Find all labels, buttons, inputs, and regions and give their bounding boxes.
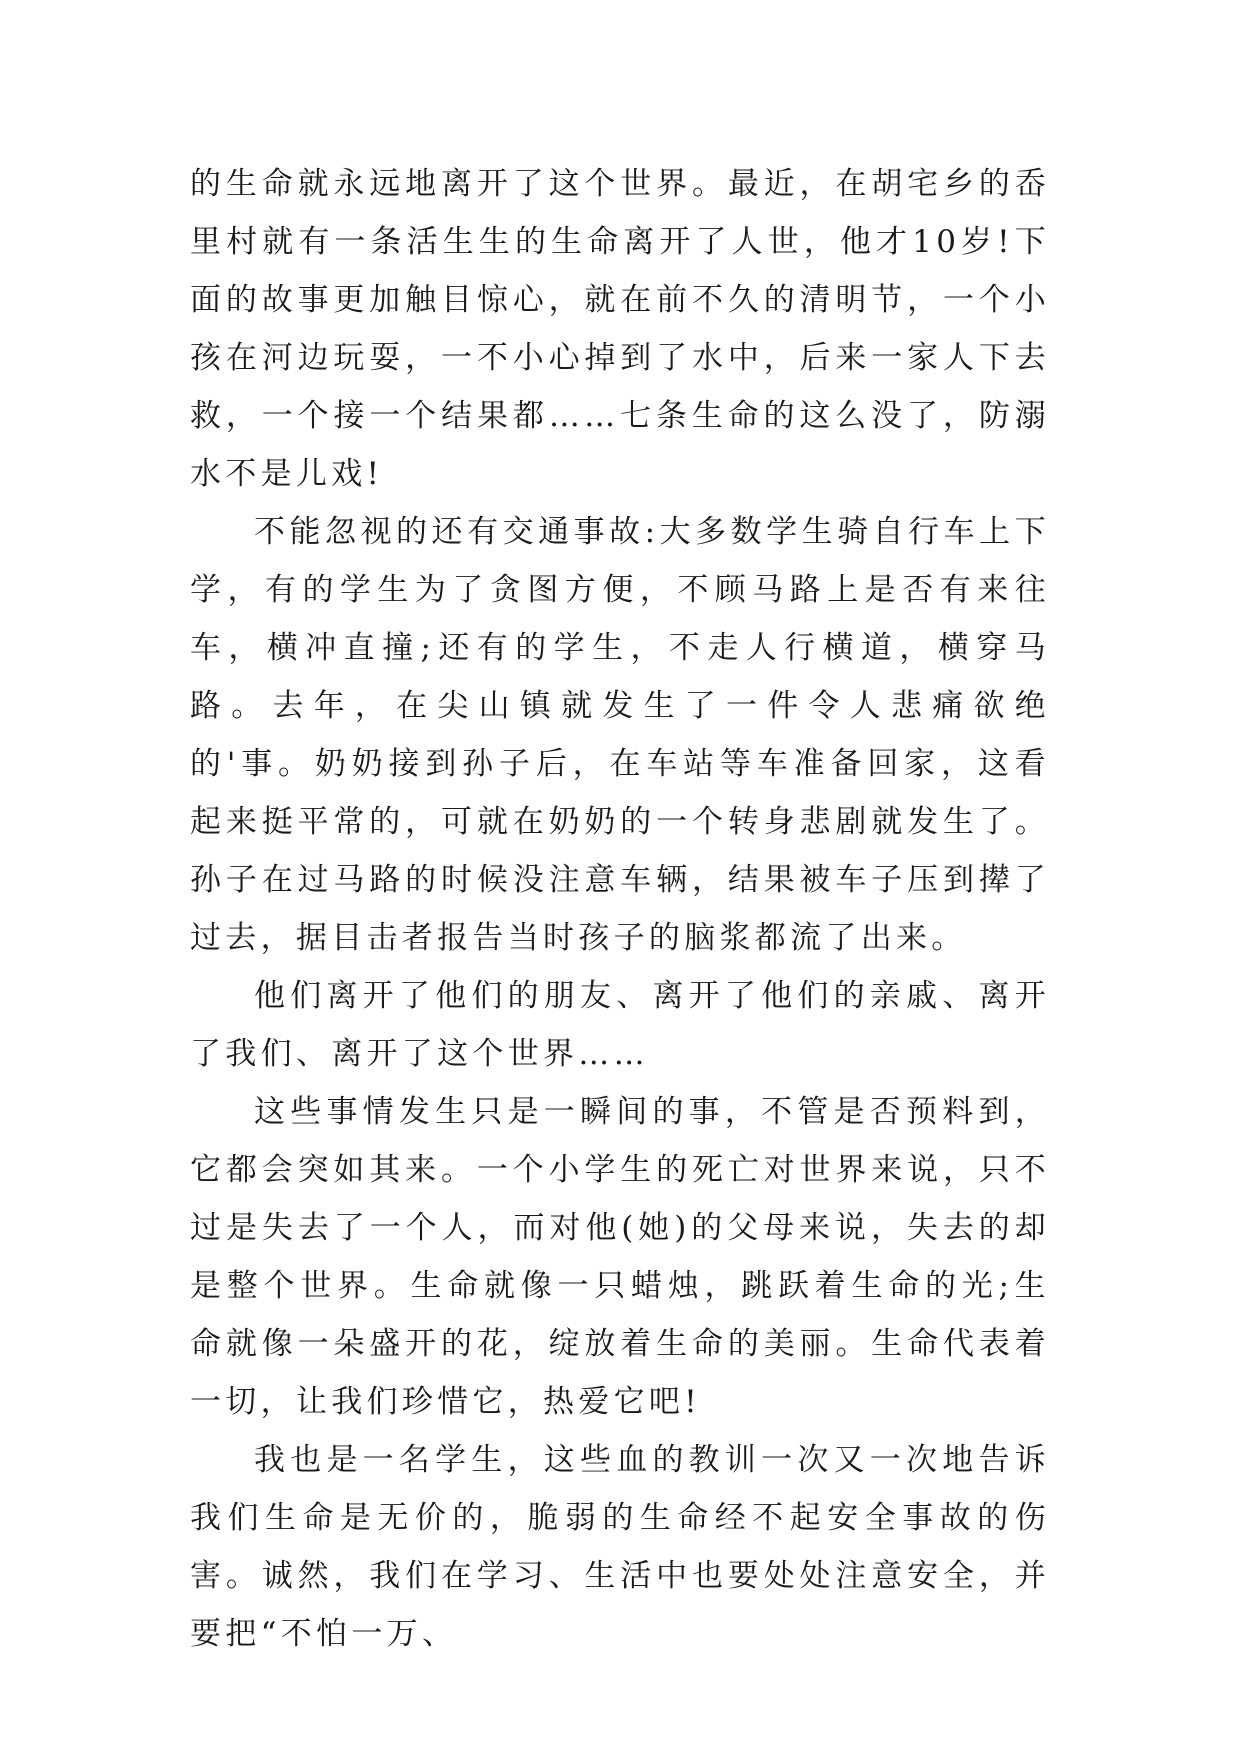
paragraph-3: 他们离开了他们的朋友、离开了他们的亲戚、离开了我们、离开了这个世界…… [190, 978, 1050, 1072]
paragraph-1: 的生命就永远地离开了这个世界。最近，在胡宅乡的岙里村就有一条活生生的生命离开了人世，他才10岁!下面的故事更加触目惊心，就在前不久的清明节，一个小孩在河边玩耍，一不小心掉到了水中，后来一家人下去救，一个接一个结果都……七条生命的这么没了，防溺水不是儿戏! [190, 166, 1050, 492]
paragraph-4: 这些事情发生只是一瞬间的事，不管是否预料到，它都会突如其来。一个小学生的死亡对世界来说，只不过是失去了一个人，而对他(她)的父母来说，失去的却是整个世界。生命就像一只蜡烛，跳跃着生命的光;生命就像一朵盛开的花，绽放着生命的美丽。生命代表着一切，让我们珍惜它，热爱它吧! [190, 1094, 1050, 1420]
paragraph-5: 我也是一名学生，这些血的教训一次又一次地告诉我们生命是无价的，脆弱的生命经不起安全事故的伤害。诚然，我们在学习、生活中也要处处注意安全，并要把“不怕一万、 [190, 1442, 1050, 1652]
document-page [190, 155, 1050, 1663]
paragraph-2: 不能忽视的还有交通事故:大多数学生骑自行车上下学，有的学生为了贪图方便，不顾马路上是否有来往车，横冲直撞;还有的学生，不走人行横道，横穿马路。去年，在尖山镇就发生了一件令人悲痛欲绝的'事。奶奶接到孙子后，在车站等车准备回家，这看起来挺平常的，可就在奶奶的一个转身悲剧就发生了。孙子在过马路的时候没注意车辆，结果被车子压到撵了过去，据目击者报告当时孩子的脑浆都流了出来。 [190, 514, 1050, 956]
